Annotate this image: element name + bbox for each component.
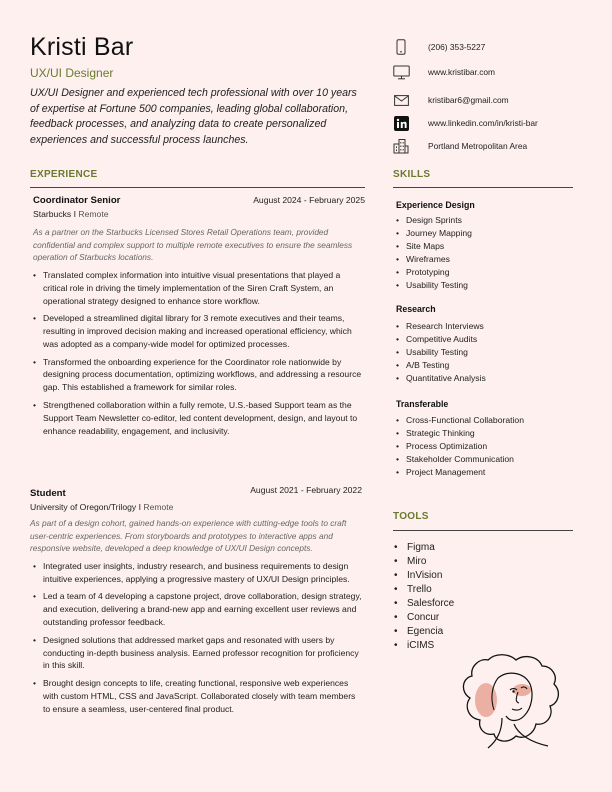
city-buildings-icon <box>392 138 410 154</box>
skill-item: • Site Maps <box>396 240 573 253</box>
tools-heading: TOOLS <box>393 511 429 522</box>
skill-item: • Journey Mapping <box>396 227 573 240</box>
email-link[interactable]: kristibar6@gmail.com <box>428 95 509 105</box>
work-location: Remote <box>78 209 109 219</box>
skill-item: • Research Interviews <box>396 320 573 333</box>
skill-group-title: Research <box>396 303 436 314</box>
role-dates: August 2021 - February 2022 <box>250 485 362 495</box>
role-dates: August 2024 - February 2025 <box>253 195 365 205</box>
location-text: Portland Metropolitan Area <box>428 141 528 151</box>
achievement-item: • Transformed the onboarding experience for the Coordinator role nationwide by designing process documentation, optimizing workflows, and addressing a resource gap. This established a framework for similar roles. <box>33 356 365 395</box>
linkedin-icon <box>392 115 410 131</box>
skill-group <box>393 399 573 479</box>
skill-list <box>396 320 573 385</box>
tool-item: • Salesforce <box>394 597 573 611</box>
portrait-illustration <box>458 652 574 752</box>
tool-item: • Egencia <box>394 625 573 639</box>
work-location: Remote <box>143 502 174 512</box>
contact-phone <box>392 39 486 55</box>
skill-item: • Prototyping <box>396 266 573 279</box>
summary-paragraph: UX/UI Designer and experienced tech professional with over 10 years of expertise at Fortune 500 companies, leading global collaboration, feedback processes, and analyzing data to create personalized experiences and successful process launches. <box>30 87 357 146</box>
skill-item: • Wireframes <box>396 253 573 266</box>
org-separator: I <box>73 209 76 219</box>
linkedin-link[interactable]: www.linkedin.com/in/kristi-bar <box>428 118 538 128</box>
website-link[interactable]: www.kristibar.com <box>428 67 496 77</box>
experience-heading: EXPERIENCE <box>30 169 98 180</box>
organization-name: Starbucks <box>33 209 72 219</box>
skill-group <box>393 200 573 293</box>
resume-header <box>30 32 370 148</box>
org-separator: I <box>138 502 141 512</box>
contact-website <box>392 64 496 80</box>
tool-item: • Figma <box>394 541 573 555</box>
skill-item: • Usability Testing <box>396 279 573 292</box>
skill-list <box>396 414 573 479</box>
skill-item: • Cross-Functional Collaboration <box>396 414 573 427</box>
tool-item: • InVision <box>394 569 573 583</box>
contact-email <box>392 92 509 108</box>
organization-name: University of Oregon/Trilogy <box>30 502 137 512</box>
tools-list <box>393 541 573 653</box>
skill-item: • Usability Testing <box>396 346 573 359</box>
skill-item: • Process Optimization <box>396 440 573 453</box>
role-organization <box>30 502 362 512</box>
tool-item: • Concur <box>394 611 573 625</box>
phone-number[interactable]: (206) 353-5227 <box>428 42 486 52</box>
achievement-list <box>33 269 365 437</box>
skill-group <box>393 304 573 385</box>
monitor-icon <box>392 64 410 80</box>
achievement-item: • Brought design concepts to life, creating functional, responsive web experiences with custom HTML, CSS and JavaScript. Collaborated closely with team members to ensure a seamless, user-centered final product. <box>33 677 362 716</box>
contact-linkedin <box>392 115 538 131</box>
skill-item: • Project Management <box>396 466 573 479</box>
skill-list <box>396 214 573 293</box>
experience-entry <box>30 485 362 720</box>
envelope-icon <box>392 92 410 108</box>
achievement-item: • Translated complex information into intuitive visual presentations that played a critical role in driving the timely implementation of the Siren Craft System, an operational strategy designed to enhance store workflow. <box>33 269 365 308</box>
skill-item: • Design Sprints <box>396 214 573 227</box>
achievement-item: • Led a team of 4 developing a capstone project, drove collaboration, design strategy, and execution, delivering a brand-new app and earning excellent user reviews and outstanding professor feedback. <box>33 590 362 629</box>
achievement-item: • Developed a streamlined digital library for 3 remote executives and their teams, resulting in improved decision making and increased operational efficiency, which was adopted as a company-wide model for optimized processes. <box>33 312 365 351</box>
skill-item: • A/B Testing <box>396 359 573 372</box>
skills-heading: SKILLS <box>393 169 431 180</box>
achievement-item: • Designed solutions that addressed market gaps and resonated with users by conducting in-depth business analysis. Earned professor recognition for proficiency in this skill. <box>33 634 362 673</box>
contact-location <box>392 138 528 154</box>
candidate-name: Kristi Bar <box>30 33 134 61</box>
skills-divider <box>393 187 573 188</box>
tools-section <box>393 511 573 653</box>
skill-item: • Quantitative Analysis <box>396 372 573 385</box>
role-description: As a partner on the Starbucks Licensed Stores Retail Operations team, provided confidential and complex support to multiple remote executives to ensure the seamless operation of Starbucks locations. <box>33 227 353 263</box>
role-title: Student <box>30 488 66 499</box>
tool-item: • Miro <box>394 555 573 569</box>
tool-item: • Trello <box>394 583 573 597</box>
experience-section <box>30 169 365 188</box>
experience-divider <box>30 187 365 188</box>
skills-section <box>393 169 573 480</box>
job-title: UX/UI Designer <box>30 66 114 80</box>
achievement-item: • Integrated user insights, industry research, and business requirements to design intuitive experiences, applying a progressive mastery of UX/UI Design principles. <box>33 560 362 586</box>
skill-group-title: Transferable <box>396 399 449 410</box>
phone-icon <box>392 39 410 55</box>
achievement-item: • Strengthened collaboration within a fully remote, U.S.-based Support team as the Support Team Newsletter co-editor, led content development, design, and layout to enhance readability, engagement, and inclusivity. <box>33 399 365 438</box>
tool-item: • iCIMS <box>394 639 573 653</box>
achievement-list <box>30 560 362 715</box>
tools-divider <box>393 530 573 531</box>
experience-entry <box>33 195 365 442</box>
skill-item: • Competitive Audits <box>396 333 573 346</box>
skill-item: • Stakeholder Communication <box>396 453 573 466</box>
role-title: Coordinator Senior <box>33 195 121 206</box>
skill-item: • Strategic Thinking <box>396 427 573 440</box>
role-organization <box>33 209 365 219</box>
skill-group-title: Experience Design <box>396 200 475 210</box>
role-description: As part of a design cohort, gained hands-on experience with cutting-edge tools to craft user-centric experiences. From storyboards and prototypes to interactive apps and responsive website, developed a deep knowledge of UX/UI Design concepts. <box>30 518 347 554</box>
